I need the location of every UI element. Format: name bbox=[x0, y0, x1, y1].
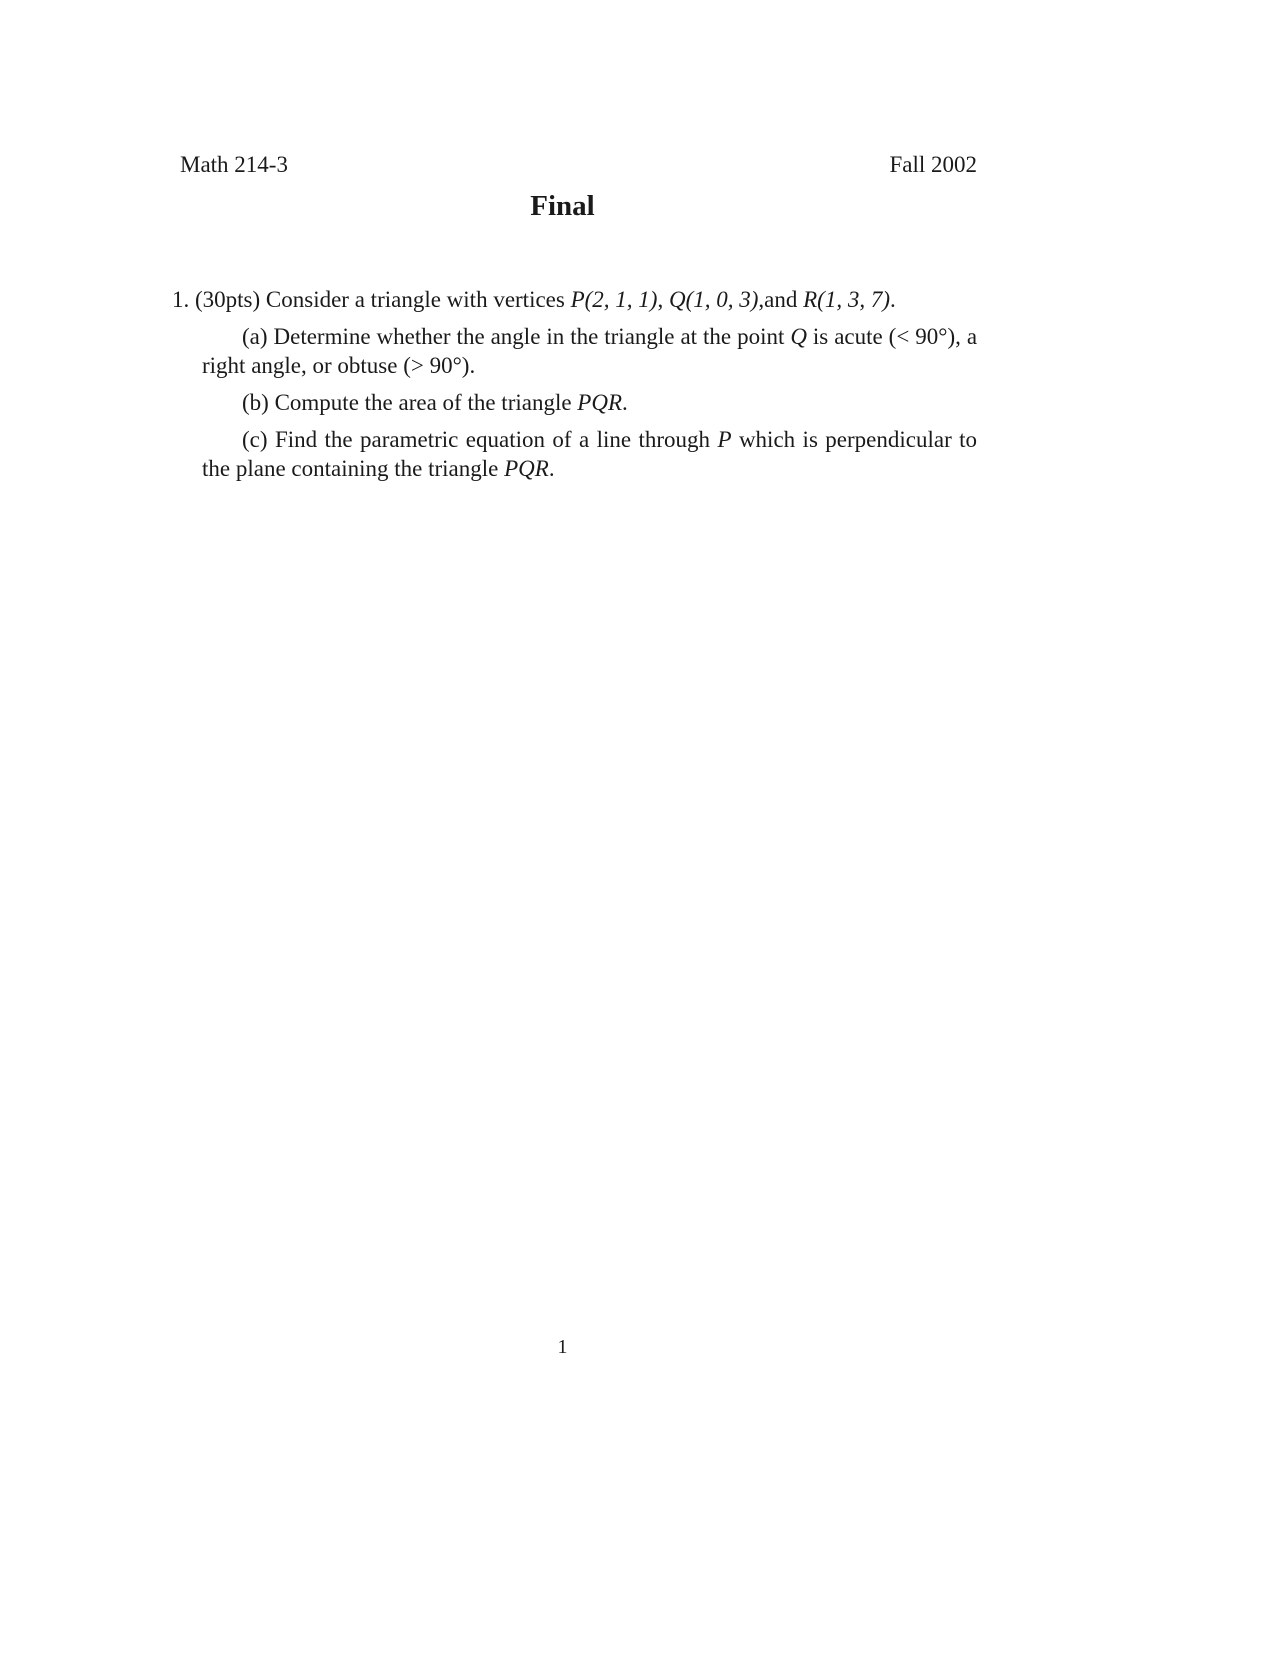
part-b-label: (b) bbox=[242, 390, 269, 415]
part-b bbox=[202, 388, 987, 417]
part-c bbox=[202, 425, 977, 483]
page-title: Final bbox=[530, 190, 595, 222]
vertex-q: Q(1, 0, 3) bbox=[668, 287, 759, 312]
part-c-label: (c) bbox=[242, 427, 268, 452]
problem-points: (30pts) bbox=[195, 287, 261, 312]
problem-1 bbox=[172, 285, 987, 483]
page-number: 1 bbox=[557, 1336, 568, 1358]
part-c-triangle: PQR bbox=[504, 456, 549, 481]
part-c-point: P bbox=[717, 427, 732, 452]
part-a-text-2: is acute (< 90°), a right angle, or obtuse (> 90°). bbox=[202, 324, 978, 378]
part-c-text-2: which is perpendicular to the plane containing the triangle bbox=[202, 427, 978, 481]
vertex-r: R(1, 3, 7) bbox=[803, 287, 890, 312]
term-label: Fall 2002 bbox=[889, 152, 977, 177]
part-b-text-2: . bbox=[622, 390, 628, 415]
part-c-text-1: Find the parametric equation of a line through bbox=[274, 427, 711, 452]
part-a-text-1: Determine whether the angle in the triangle at the point bbox=[273, 324, 785, 349]
part-a-label: (a) bbox=[242, 324, 268, 349]
part-a bbox=[202, 322, 977, 380]
problem-number: 1. bbox=[172, 287, 190, 312]
and-word: ,and bbox=[758, 287, 798, 312]
part-a-point: Q bbox=[790, 324, 807, 349]
part-b-text-1: Compute the area of the triangle bbox=[274, 390, 572, 415]
part-b-triangle: PQR bbox=[577, 390, 623, 415]
vertex-p: P(2, 1, 1) bbox=[570, 287, 658, 312]
problem-stem-text: Consider a triangle with vertices bbox=[265, 287, 565, 312]
course-label: Math 214-3 bbox=[180, 152, 288, 177]
part-c-text-3: . bbox=[548, 456, 555, 481]
problem-1-stem: 1. (30pts) Consider a triangle with vertices P(2, 1, 1), Q(1, 0, 3),and R(1, 3, 7). bbox=[172, 287, 896, 312]
